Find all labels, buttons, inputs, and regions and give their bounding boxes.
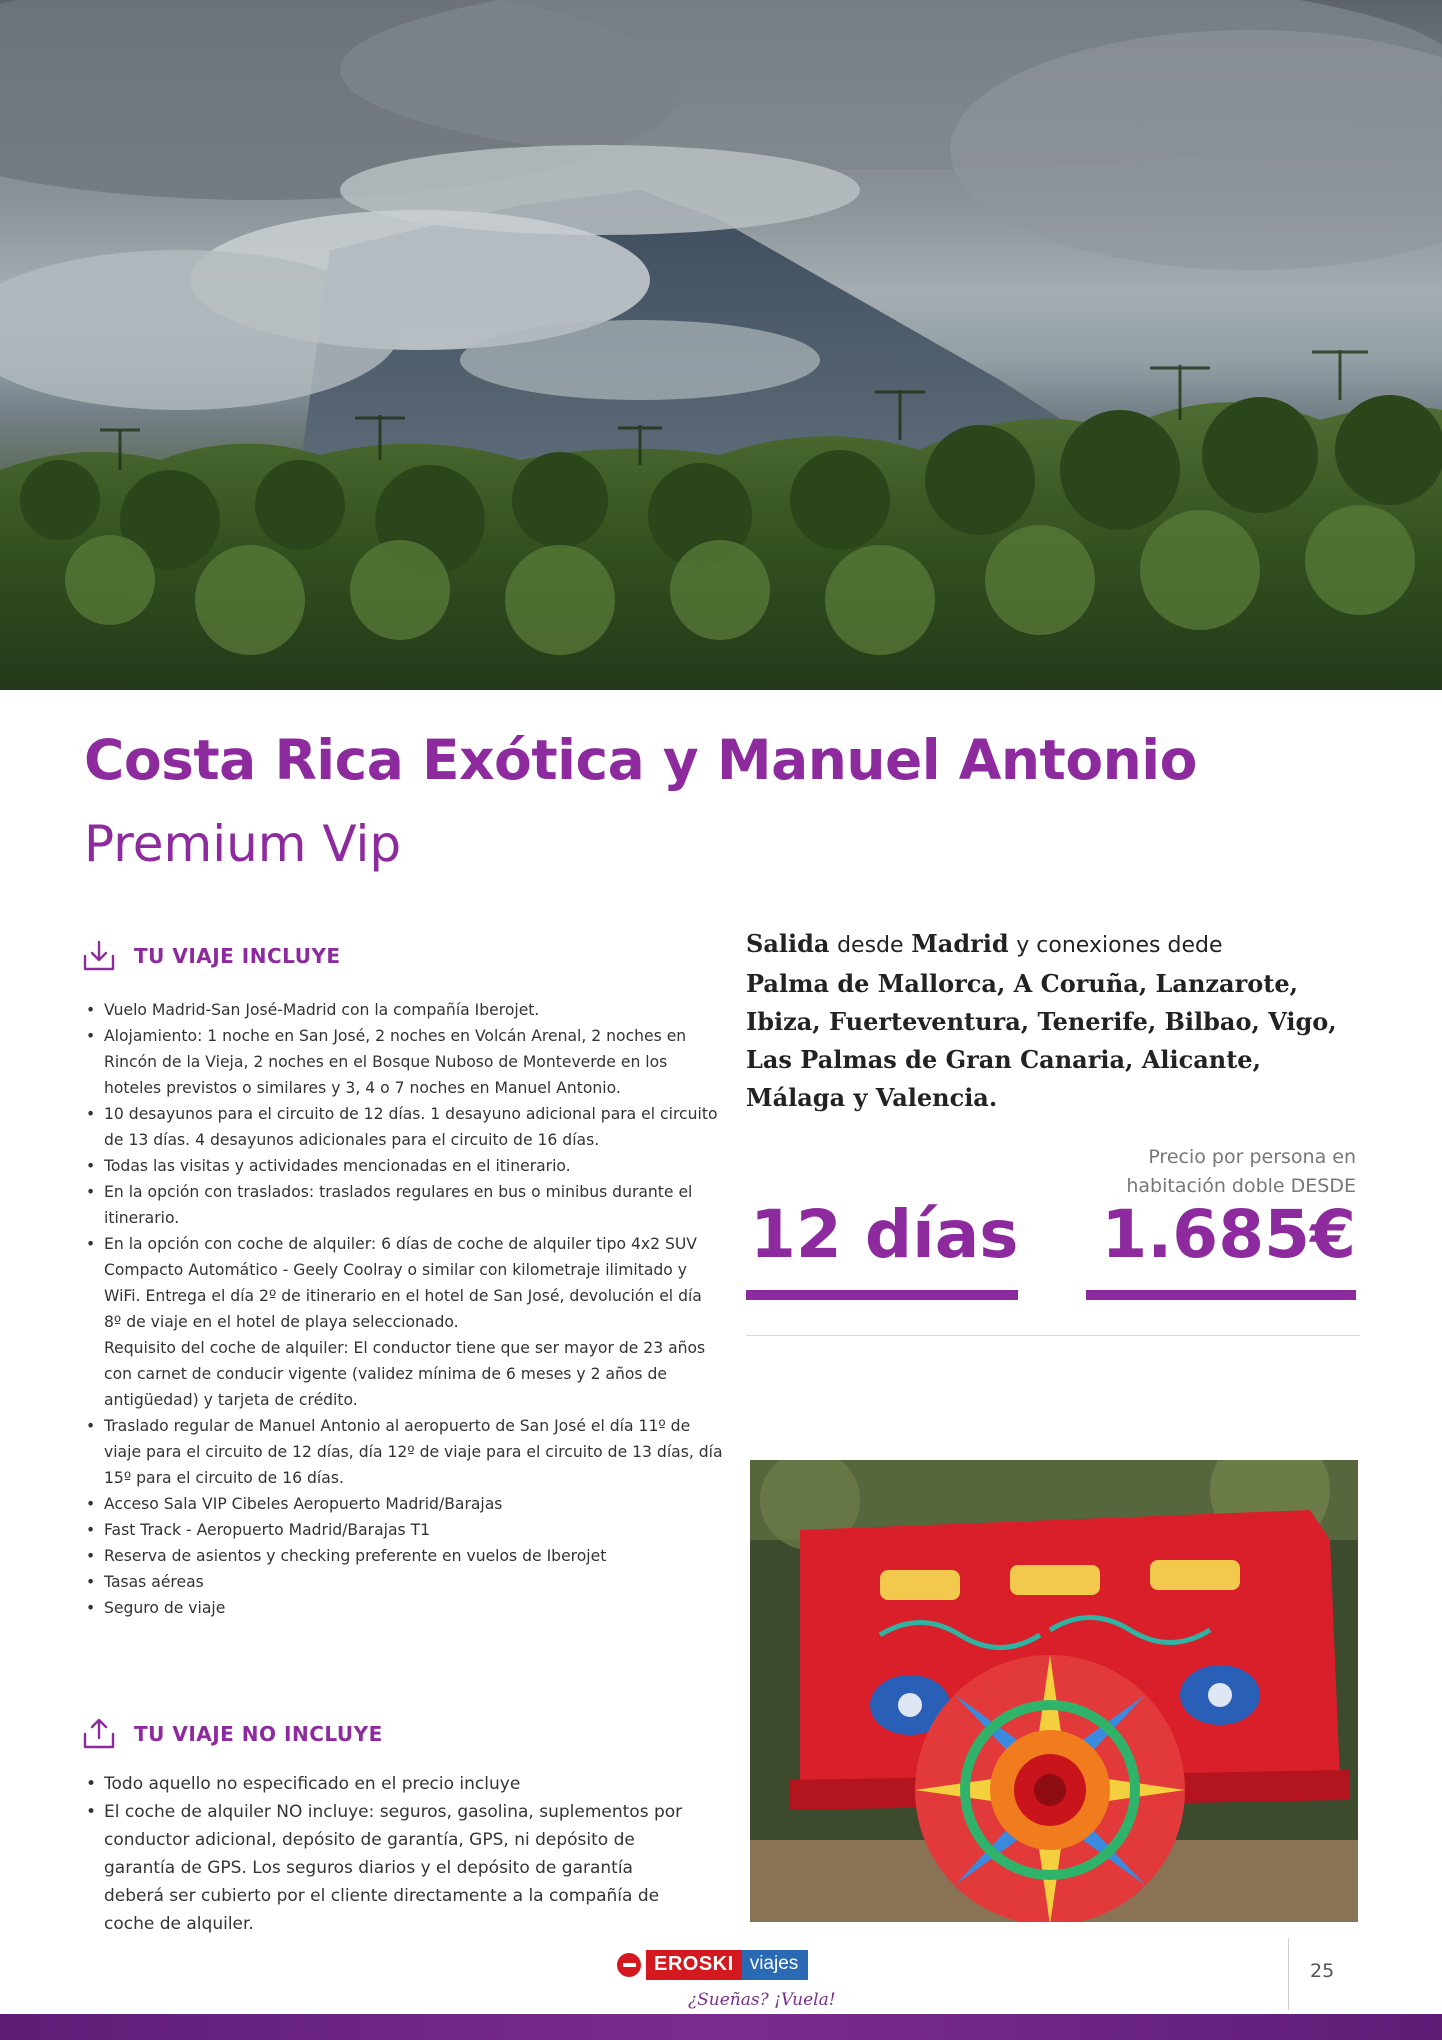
list-item: • Alojamiento: 1 noche en San José, 2 noches en Volcán Arenal, 2 noches en Rincón de la Vieja, 2 noches en el Bosque Nuboso de Monteverde en los hoteles previstos o similares y 3, 4 o 7 noches en Manuel Antonio.: [84, 1023, 724, 1101]
list-item: • Traslado regular de Manuel Antonio al aeropuerto de San José el día 11º de viaje para el circuito de 12 días, día 12º de viaje para el circuito de 13 días, día 15º para el circuito de 16 días.: [84, 1413, 724, 1491]
list-item: • 10 desayunos para el circuito de 12 días. 1 desayuno adicional para el circuito de 13 días. 4 desayunos adicionales para el circuito de 16 días.: [84, 1101, 724, 1153]
excludes-heading: [82, 1718, 383, 1750]
list-item: • Tasas aéreas: [84, 1569, 724, 1595]
duration-days: 12 días: [750, 1196, 1019, 1273]
list-item: • Reserva de asientos y checking preferente en vuelos de Iberojet: [84, 1543, 724, 1569]
list-item-note: Requisito del coche de alquiler: El conductor tiene que ser mayor de 23 años con carnet de conducir vigente (validez mínima de 6 meses y 2 años de antigüedad) y tarjeta de crédito.: [104, 1339, 706, 1409]
desde-label: desde: [837, 933, 904, 958]
list-item: • Acceso Sala VIP Cibeles Aeropuerto Madrid/Barajas: [84, 1491, 724, 1517]
list-item: • Todo aquello no especificado en el precio incluye: [84, 1770, 684, 1798]
eroski-e-icon: [612, 1950, 646, 1980]
page-subtitle: Premium Vip: [84, 815, 402, 873]
upload-tray-icon: [82, 1718, 116, 1750]
list-item: • Fast Track - Aeropuerto Madrid/Barajas T1: [84, 1517, 724, 1543]
page-title: Costa Rica Exótica y Manuel Antonio: [84, 728, 1197, 792]
list-item: • El coche de alquiler NO incluye: seguros, gasolina, suplementos por conductor adicional, depósito de garantía, GPS, ni depósito de garantía de GPS. Los seguros diarios y el depósito de garantía deberá ser cubierto por el cliente directamente a la compañía de coche de alquiler.: [84, 1798, 684, 1938]
includes-heading: [82, 940, 341, 972]
salida-label: Salida: [746, 929, 830, 958]
page-number: 25: [1310, 1960, 1335, 1982]
list-item: • Seguro de viaje: [84, 1595, 724, 1621]
list-item: • En la opción con coche de alquiler: 6 días de coche de alquiler tipo 4x2 SUV Compacto Automático - Geely Coolray o similar con kilometraje ilimitado y WiFi. Entrega el día 2º de itinerario en el hotel de San José, devolución el día 8º de viaje en el hotel de playa seleccionado.: [84, 1231, 724, 1335]
price-underline: [1086, 1290, 1356, 1300]
includes-heading-label: TU VIAJE INCLUYE: [134, 944, 341, 968]
price-label: [1126, 1143, 1356, 1201]
bottom-bar: [0, 2014, 1442, 2040]
departure-info: [746, 925, 1366, 1117]
excludes-heading-label: TU VIAJE NO INCLUYE: [134, 1722, 383, 1746]
download-tray-icon: [82, 940, 116, 972]
connections-label: y conexiones dede: [1016, 933, 1223, 958]
logo-brand: EROSKI: [646, 1950, 742, 1980]
price-label-line: habitación doble DESDE: [1126, 1175, 1356, 1197]
price-amount: 1.685€: [1101, 1196, 1356, 1273]
includes-list: [84, 997, 724, 1621]
list-item: • En la opción con traslados: traslados regulares en bus o minibus durante el itinerario.: [84, 1179, 724, 1231]
price-label-line: Precio por persona en: [1148, 1146, 1356, 1168]
days-underline: [746, 1290, 1018, 1300]
logo-brand-sub: viajes: [742, 1950, 809, 1980]
excludes-list: [84, 1770, 684, 1938]
page-number-divider: [1288, 1938, 1289, 2010]
oxcart-photo: [750, 1460, 1358, 1922]
list-item: • Vuelo Madrid-San José-Madrid con la compañía Iberojet.: [84, 997, 724, 1023]
hero-photo-volcano-jungle: [0, 0, 1442, 690]
origin-city: Madrid: [911, 929, 1009, 958]
list-item: • Todas las visitas y actividades mencionadas en el itinerario.: [84, 1153, 724, 1179]
connection-cities: Palma de Mallorca, A Coruña, Lanzarote, Ibiza, Fuerteventura, Tenerife, Bilbao, Vigo, Las Palmas de Gran Canaria, Alicante, Málaga y Valencia.: [746, 969, 1337, 1112]
logo-slogan: ¿Sueñas? ¡Vuela!: [688, 1990, 836, 2010]
divider: [746, 1335, 1360, 1336]
